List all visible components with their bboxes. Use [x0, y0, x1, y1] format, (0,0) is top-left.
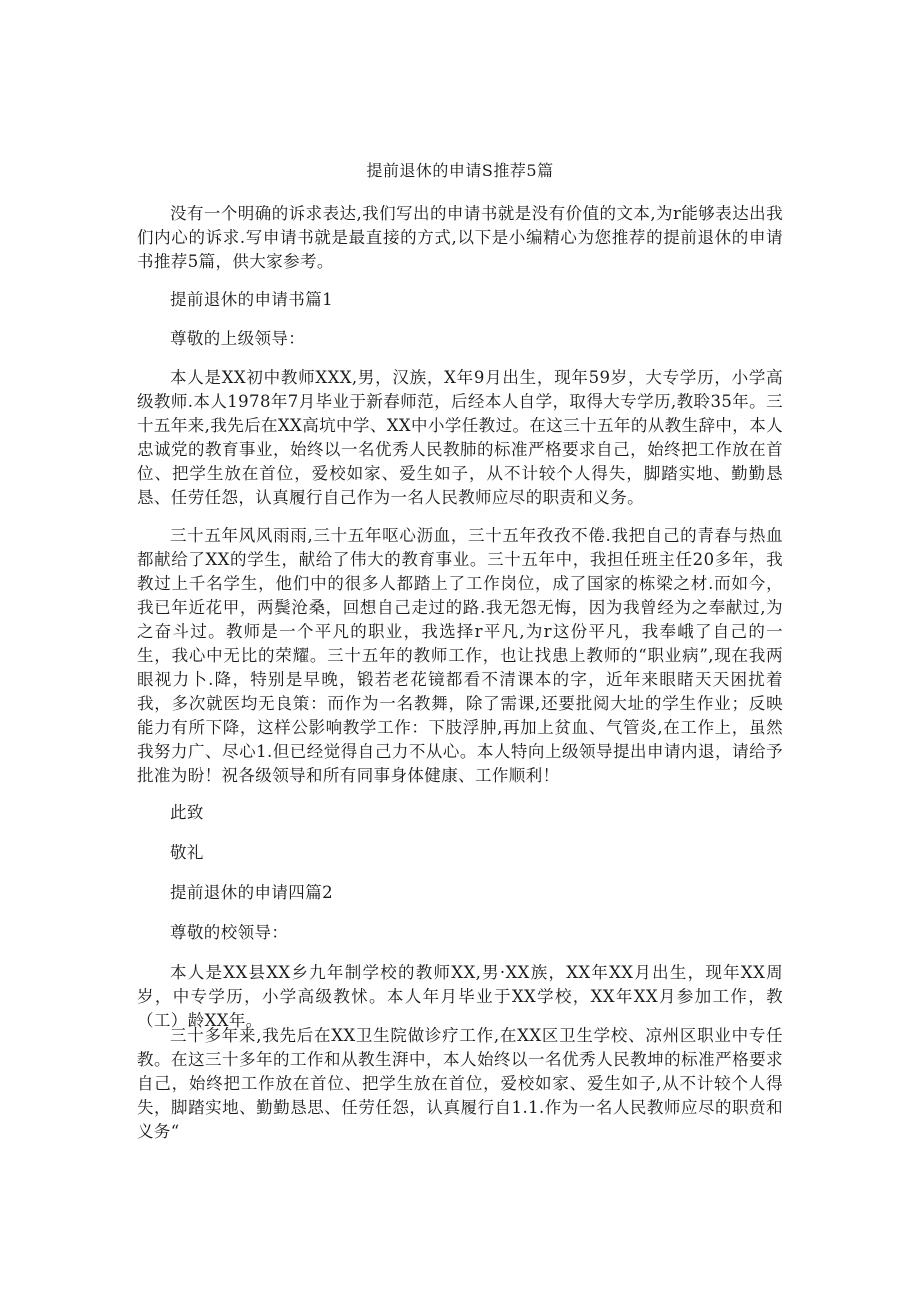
section2-paragraph1: 本人是XX县XX乡九年制学校的教师XX,男·XX族，XX年XX月出生，现年XX周岁，中专学历，小学高级教怵。本人年月毕业于XX学校，XX年XX月参加工作，教（工）龄XX年。 [137, 963, 783, 1030]
section2-paragraph2: 三十多年来,我先后在XX卫生院做诊疗工作,在XX区卫生学校、凉州区职业中专任教。在这三十多年的工作和从教生湃中，本人始终以一名优秀人民教坤的标准严格要求自己，始终把工作放在首位、把学生放在首位，爱校如家、爱生如子,从不计较个人得失，脚踏实地、勤勤恳思、任劳任怨，认真履行自1.1.作为一名人民教师应尽的职贲和义务“ [137, 1026, 783, 1141]
section2-salutation: 尊敬的校领导： [170, 923, 289, 942]
section1-paragraph1: 本人是XX初中教师XXX,男，汉族，X年9月出生，现年59岁，大专学历，小学高级教师.本人1978年7月毕业于新春师范，后经本人自学，取得大专学历,教聆35年。三十五年来,我先后在XX高坑中学、XX中小学任教过。在这三十五年的从教生辞中，本人忠诚党的教育事业，始终以一名优秀人民教肺的标准严格要求自己，始终把工作放在首位、把学生放在首位，爱校如家、爱生如子，从不计较个人得失，脚踏实地、勤勤恳恳、任劳任怨，认真履行自己作为一名人民教师应尽的职责和义务。 [137, 368, 783, 507]
section1-heading: 提前退休的申请书篇1 [170, 290, 333, 309]
section1-paragraph2: 三十五年风风雨雨,三十五年呕心沥血，三十五年孜孜不倦.我把自己的青春与热血都献给了XX的学生，献给了伟大的教育事业。三十五年中，我担任班主任20多年，我教过上千名学生，他们中的很多人都踏上了工作岗位，成了国家的栋梁之材.而如今，我已年近花甲，两鬓沧桑，回想自己走过的路.我无怨无悔，因为我曾经为之奉献过,为之奋斗过。教师是一个平凡的职业，我选择r平凡,为r这份平凡，我奉峨了自己的一生，我心中无比的荣耀。三十五年的教师工作，也让找患上教师的“职业病”,现在我两眼视力卜.降，特别是早晚，锻若老花镜都看不清课本的字，近年来眼睹天天困扰着我，多次就医均无良策：而作为一名教舞，除了需课,还要批阅大址的学生作业；反映能力有所下降，这样公影响教学工作：下肢浮肿,再加上贫血、气管炎,在工作上，虽然我努力广、尽心1.但已经觉得自己力不从心。本人特向上级领导提出申请内退，请给予批准为盼！祝各级领导和所有同事身体健康、工作顺利！ [137, 526, 783, 785]
document-title: 提前退休的申请S推荐5篇 [366, 161, 554, 180]
section1-salutation: 尊敬的上级领导： [170, 329, 306, 348]
closing-greeting: 此致 [170, 803, 204, 822]
section2-heading: 提前退休的申请四篇2 [170, 883, 333, 902]
closing-salute: 敬礼 [170, 843, 204, 862]
intro-paragraph: 没有一个明确的诉求表达,我们写出的申请书就是没有价值的文本,为r能够表达出我们内心的诉求.写申请书就是最直接的方式,以下是小编精心为您推荐的提前退休的申请书推荐5篇，供大家参考。 [137, 204, 783, 271]
